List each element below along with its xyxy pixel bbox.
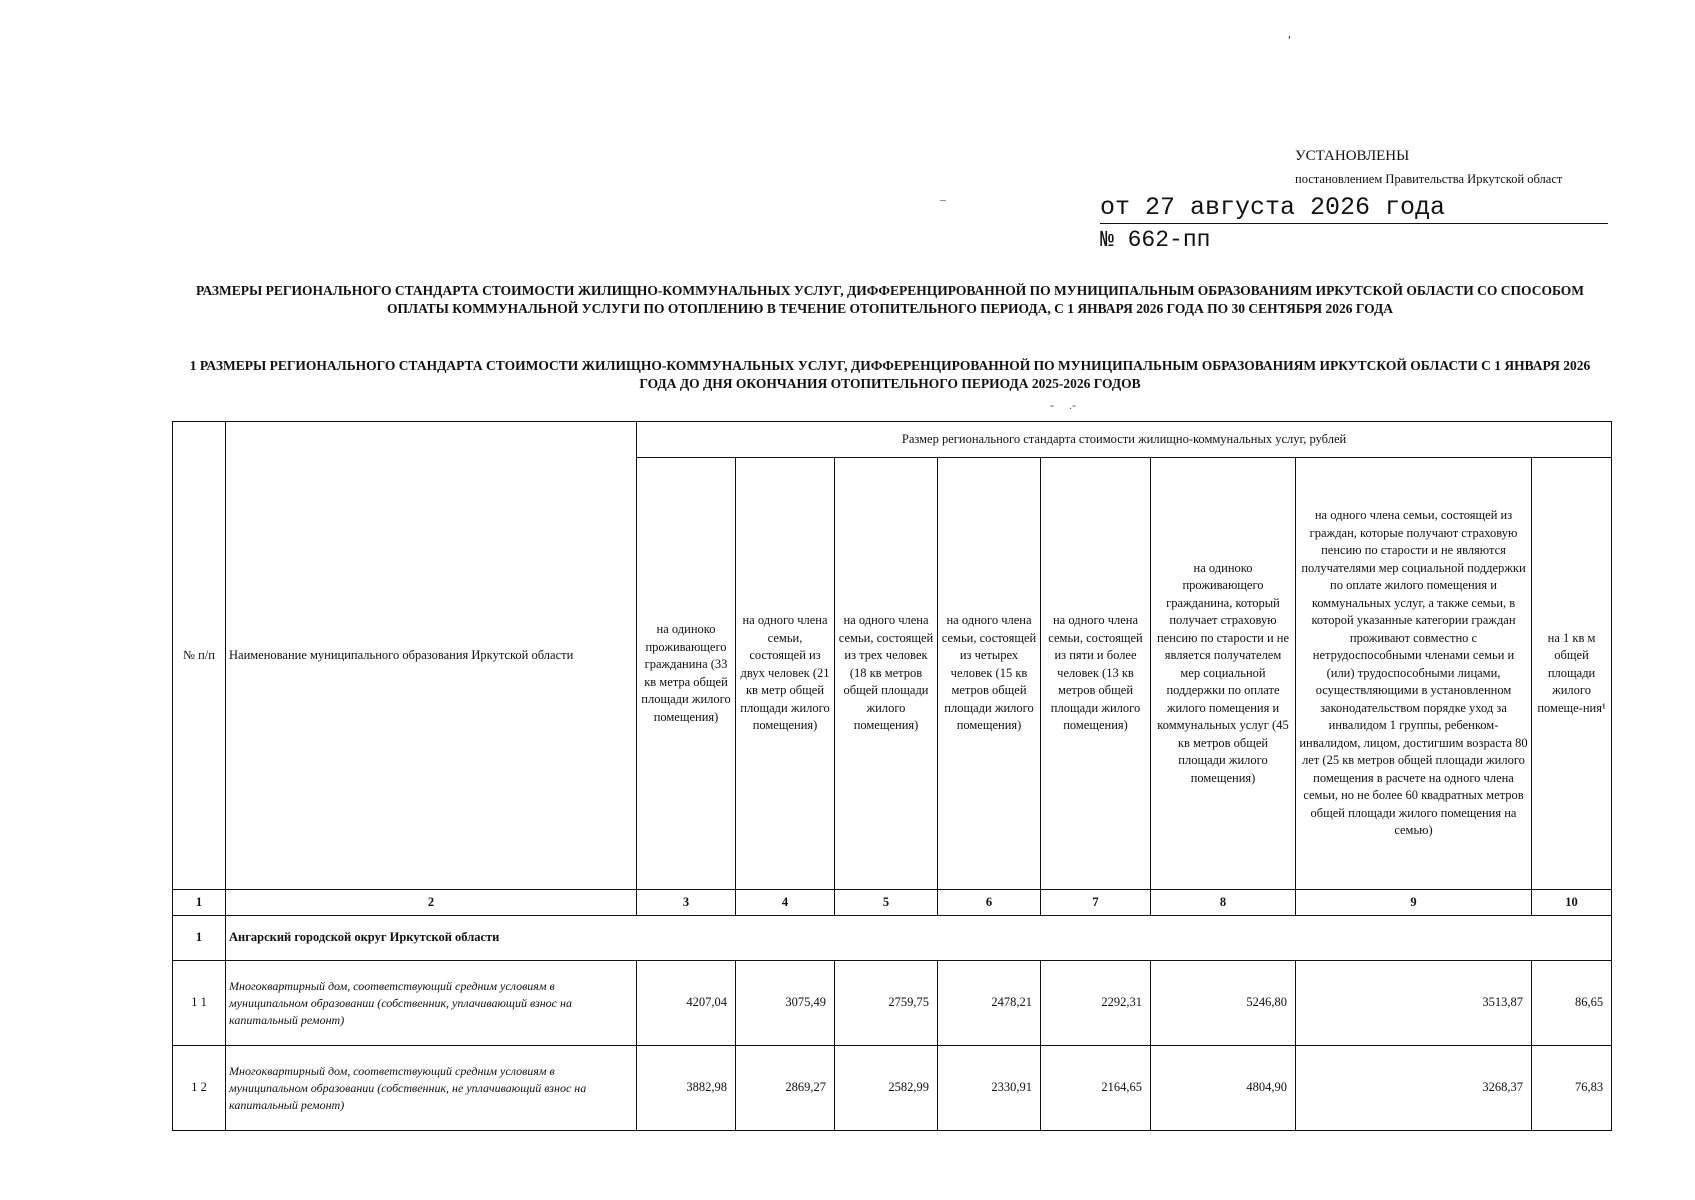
cell-value: 3513,87 [1296,961,1532,1046]
approval-block [1295,148,1607,187]
col-3-header: на одиноко проживающего гражданина (33 кв метра общей площади жилого помещения) [637,458,736,890]
cell-value: 2869,27 [736,1046,835,1131]
column-number-row [173,890,1612,916]
col-num-header: № п/п [173,422,226,890]
municipality-name: Ангарский городской округ Иркутской области [226,916,1612,961]
row-name: Многоквартирный дом, соответствующий средним условиям в муниципальном образовании (собственник, уплачивающий взнос на капитальный ремонт) [226,961,637,1046]
order-date: от 27 августа 2026 года [1100,193,1608,224]
cell-value: 2164,65 [1041,1046,1151,1131]
col-5-header: на одного члена семьи, состоящей из трех человек (18 кв метров общей площади жилого помещения) [835,458,938,890]
cell-value: 2330,91 [938,1046,1041,1131]
col-name-header: Наименование муниципального образования Иркутской области [226,422,637,890]
cell-value: 86,65 [1532,961,1612,1046]
column-number: 1 [173,890,226,916]
col-6-header: на одного члена семьи, состоящей из четырех человек (15 кв метров общей площади жилого помещения) [938,458,1041,890]
row-num: 1 1 [173,961,226,1046]
approval-subtitle: постановлением Правительства Иркутской област [1295,172,1563,186]
column-number: 10 [1532,890,1612,916]
cell-value: 2478,21 [938,961,1041,1046]
section-heading: 1 РАЗМЕРЫ РЕГИОНАЛЬНОГО СТАНДАРТА СТОИМОСТИ ЖИЛИЩНО-КОММУНАЛЬНЫХ УСЛУГ, ДИФФЕРЕНЦИРОВАННОЙ ПО МУНИЦИПАЛЬНЫМ ОБРАЗОВАНИЯМ ИРКУТСКОЙ ОБЛАСТИ С 1 ЯНВАРЯ 2026 ГОДА ДО ДНЯ ОКОНЧАНИЯ ОТОПИТЕЛЬНОГО ПЕРИОДА 2025-2026 ГОДОВ [189,358,1591,391]
col-9-header: на одного члена семьи, состоящей из граждан, которые получают страховую пенсию по старости и не являются получателями мер социальной поддержки по оплате жилого помещения и коммунальных услуг, а также семьи, в которой указанные категории граждан проживают совместно с нетрудоспособными членами семьи и (или) трудоспособными лицами, осуществляющими в установленном законодательством порядке уход за инвалидом 1 группы, ребенком-инвалидом, лицом, достигшим возраста 80 лет (25 кв метров общей площади жилого помещения в расчете на одного члена семьи, но не более 60 квадратных метров общей площади жилого помещения на семью) [1296,458,1532,890]
column-number: 7 [1041,890,1151,916]
municipality-row [173,916,1612,961]
cell-value: 4804,90 [1151,1046,1296,1131]
col-7-header: на одного члена семьи, состоящей из пяти и более человек (13 кв метров общей площади жилого помещения) [1041,458,1151,890]
cell-value: 76,83 [1532,1046,1612,1131]
standard-cost-table [172,421,1612,1131]
column-number: 2 [226,890,637,916]
stray-mark: - .- [1050,398,1076,412]
col-8-header: на одиноко проживающего гражданина, который получает страховую пенсию по старости и не является получателем мер социальной поддержки по оплате жилого помещения и коммунальных услуг (45 кв метров общей площади жилого помещения) [1151,458,1296,890]
column-number: 3 [637,890,736,916]
order-block [1100,193,1608,254]
column-number: 6 [938,890,1041,916]
table-row [173,961,1612,1046]
cell-value: 4207,04 [637,961,736,1046]
stray-mark: – [940,192,946,206]
group-header: Размер регионального стандарта стоимости жилищно-коммунальных услуг, рублей [637,422,1612,458]
cell-value: 3075,49 [736,961,835,1046]
cell-value: 2759,75 [835,961,938,1046]
stray-mark: ′ [1288,34,1292,49]
cell-value: 3268,37 [1296,1046,1532,1131]
column-number: 9 [1296,890,1532,916]
column-number: 4 [736,890,835,916]
main-heading: РАЗМЕРЫ РЕГИОНАЛЬНОГО СТАНДАРТА СТОИМОСТИ ЖИЛИЩНО-КОММУНАЛЬНЫХ УСЛУГ, ДИФФЕРЕНЦИРОВАННОЙ ПО МУНИЦИПАЛЬНЫМ ОБРАЗОВАНИЯМ ИРКУТСКОЙ ОБЛАСТИ СО СПОСОБОМ ОПЛАТЫ КОММУНАЛЬНОЙ УСЛУГИ ПО ОТОПЛЕНИЮ В ТЕЧЕНИЕ ОТОПИТЕЛЬНОГО ПЕРИОДА, С 1 ЯНВАРЯ 2026 ГОДА ПО 30 СЕНТЯБРЯ 2026 ГОДА [195,283,1585,316]
col-10-header: на 1 кв м общей площади жилого помеще-ния¹ [1532,458,1612,890]
cell-value: 2582,99 [835,1046,938,1131]
row-name: Многоквартирный дом, соответствующий средним условиям в муниципальном образовании (собственник, не уплачивающий взнос на капитальный ремонт) [226,1046,637,1131]
row-num: 1 2 [173,1046,226,1131]
column-number: 8 [1151,890,1296,916]
municipality-num: 1 [173,916,226,961]
col-4-header: на одного члена семьи, состоящей из двух человек (21 кв метр общей площади жилого помещения) [736,458,835,890]
table-header-row [173,422,1612,458]
table-row [173,1046,1612,1131]
approval-title: УСТАНОВЛЕНЫ [1295,148,1410,164]
cell-value: 2292,31 [1041,961,1151,1046]
order-number: № 662-пп [1100,227,1211,253]
column-number: 5 [835,890,938,916]
cell-value: 5246,80 [1151,961,1296,1046]
cell-value: 3882,98 [637,1046,736,1131]
